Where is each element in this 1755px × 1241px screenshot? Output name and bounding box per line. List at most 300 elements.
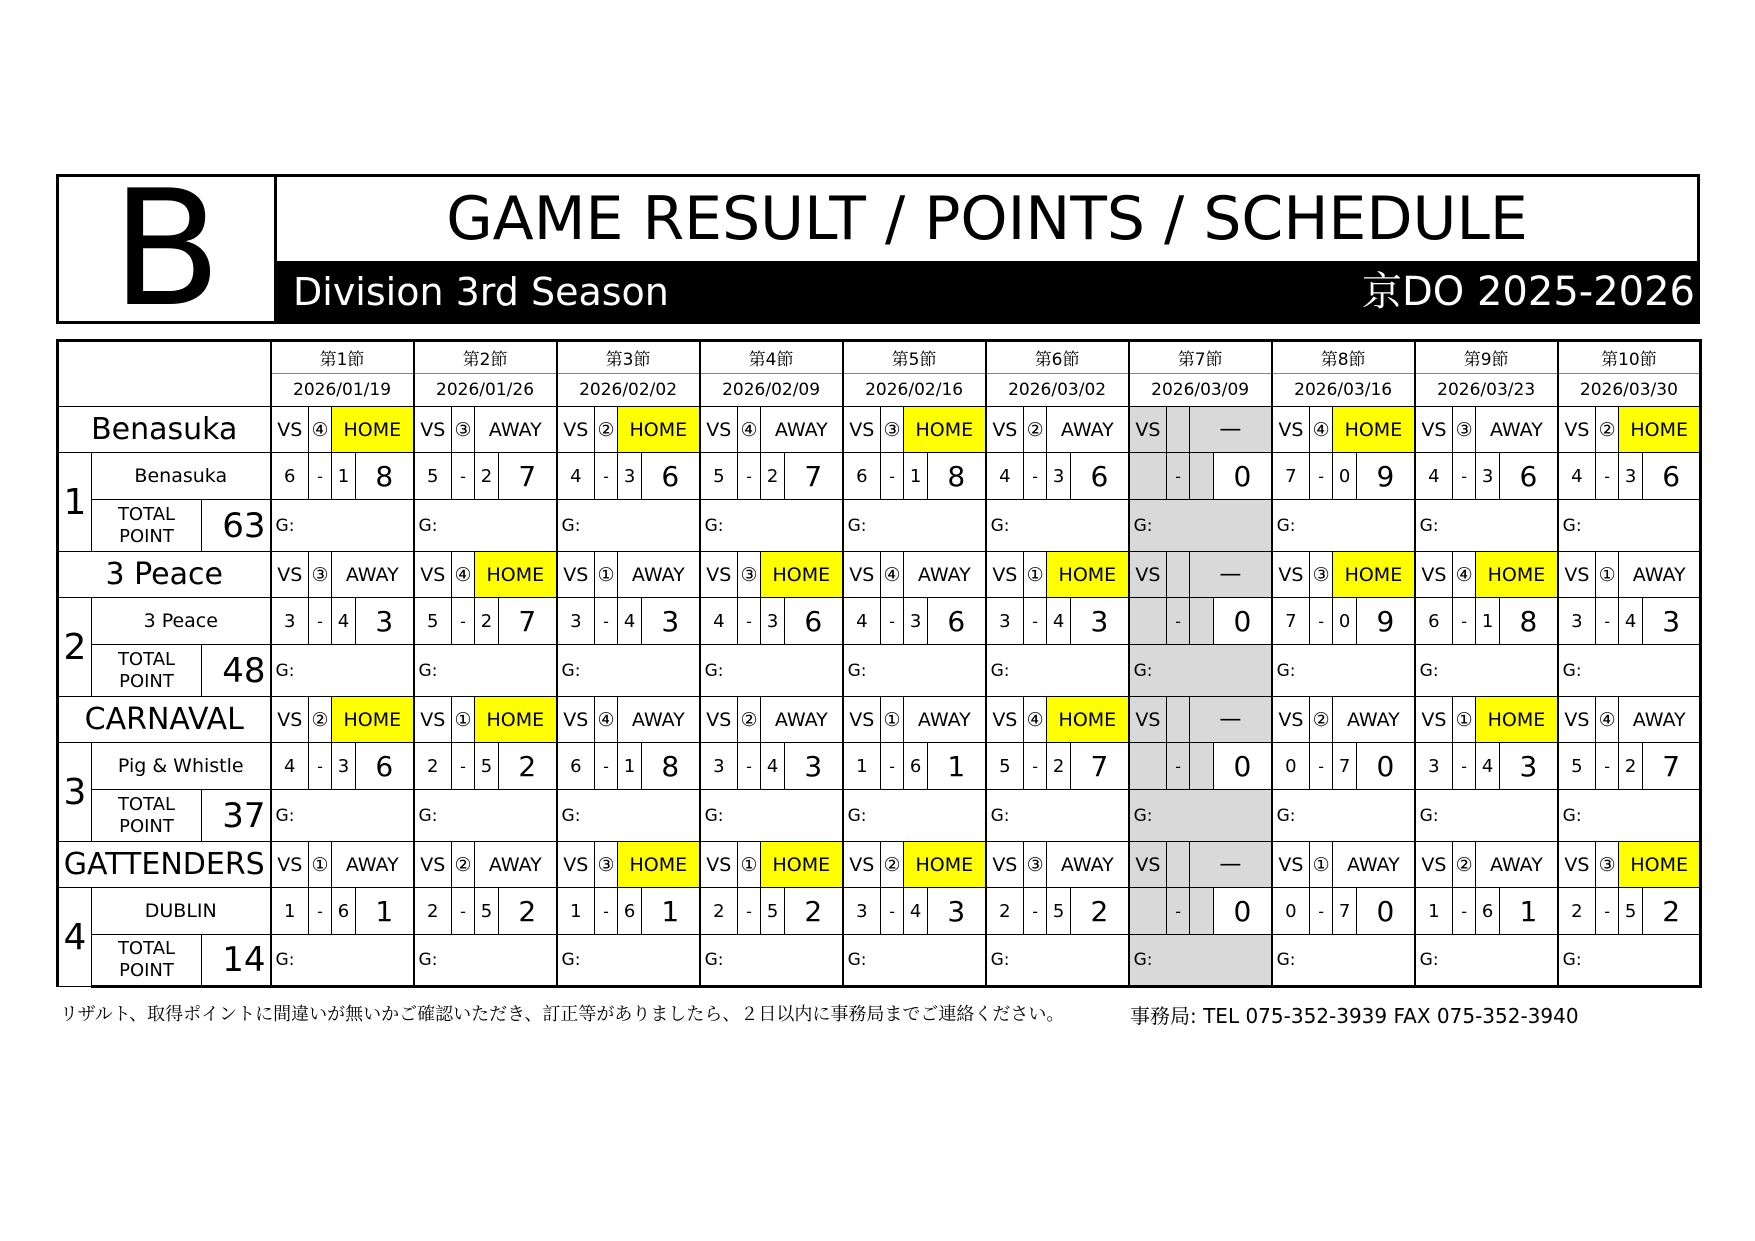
team-rank: 1 [58,453,92,552]
match-points: 1 [1500,888,1558,935]
opponent-number: ③ [881,407,904,453]
opponent-number: ④ [1596,697,1619,743]
score-b: 7 [1333,743,1357,790]
season-label: Division 3rd Season [293,270,669,314]
away-label: AWAY [1047,407,1129,453]
score-a: 4 [1558,453,1596,500]
vs-label: VS [1558,552,1596,598]
opponent-number: ③ [1024,842,1047,888]
score-b: 3 [1476,453,1500,500]
score-dash: - [738,888,761,935]
score-b: 3 [904,598,928,645]
score-b: 5 [1047,888,1071,935]
score-a: 2 [700,888,738,935]
score-a: 3 [700,743,738,790]
score-b: 0 [1333,453,1357,500]
opponent-number: ③ [452,407,475,453]
score-dash: - [1167,453,1190,500]
vs-label: VS [1415,697,1453,743]
home-badge: HOME [1333,552,1415,598]
vs-label: VS [700,552,738,598]
total-label-line2: POINT [119,670,174,692]
round-name: 第7節 [1129,341,1272,374]
match-points: 8 [928,453,986,500]
header [56,155,1700,342]
away-label: AWAY [332,552,414,598]
team-rank: 3 [58,743,92,842]
game-note: G: [271,790,414,842]
corner-cell [58,341,271,407]
game-note: G: [1415,645,1558,697]
opponent-number: ④ [595,697,618,743]
match-points: 8 [1500,598,1558,645]
opponent-number: ② [738,697,761,743]
game-note: G: [1558,790,1701,842]
game-note: G: [557,645,700,697]
away-label: AWAY [1476,842,1558,888]
score-a: 6 [271,453,309,500]
score-a: 7 [1272,598,1310,645]
match-points: 9 [1357,453,1415,500]
match-points: 2 [499,743,557,790]
vs-label: VS [843,552,881,598]
score-b: 3 [618,453,642,500]
total-point-label [92,500,202,552]
vs-label: VS [557,407,595,453]
vs-label: VS [557,842,595,888]
score-dash: - [881,453,904,500]
game-note: G: [1129,645,1272,697]
game-note: G: [843,935,986,987]
opponent-number: ② [881,842,904,888]
round-name: 第4節 [700,341,843,374]
results-table [56,339,1702,988]
score-dash: - [1453,743,1476,790]
opponent-number: ① [1453,697,1476,743]
score-a: 4 [557,453,595,500]
home-badge: HOME [904,842,986,888]
round-name: 第8節 [1272,341,1415,374]
match-points: 1 [356,888,414,935]
game-note: G: [1272,500,1415,552]
vs-label: VS [271,407,309,453]
match-points: 7 [1071,743,1129,790]
score-dash: - [309,598,332,645]
score-dash: - [738,743,761,790]
opponent-number: ④ [738,407,761,453]
match-points: 6 [928,598,986,645]
score-b: 3 [761,598,785,645]
score-b: 4 [618,598,642,645]
score-dash: - [1596,888,1619,935]
score-dash: - [1310,453,1333,500]
opponent-number: ① [452,697,475,743]
match-points: 0 [1357,888,1415,935]
org-label: 京DO 2025-2026 [1361,269,1695,315]
opponent-number: ④ [452,552,475,598]
game-note: G: [414,645,557,697]
opponent-number: ② [309,697,332,743]
game-note: G: [271,645,414,697]
match-points: 2 [1071,888,1129,935]
match-points: 6 [642,453,700,500]
vs-label: VS [414,697,452,743]
opponent-number: ① [309,842,332,888]
round-name: 第9節 [1415,341,1558,374]
score-a: 3 [557,598,595,645]
score-b: 1 [618,743,642,790]
total-point-label [92,935,202,987]
score-a [1129,888,1167,935]
division-letter: B [59,177,277,321]
home-badge: HOME [332,697,414,743]
match-points: 3 [785,743,843,790]
round-date: 2026/01/19 [271,374,414,407]
team-name: 3 Peace [58,552,271,598]
home-badge: HOME [1619,407,1701,453]
vs-label: VS [1558,842,1596,888]
score-b: 5 [1619,888,1643,935]
score-dash: - [452,888,475,935]
opponent-number: ③ [1453,407,1476,453]
score-dash: - [1596,453,1619,500]
score-dash: - [1453,453,1476,500]
away-label: AWAY [1476,407,1558,453]
score-dash: - [452,598,475,645]
score-dash: - [1024,743,1047,790]
game-note: G: [1272,790,1415,842]
score-b: 2 [761,453,785,500]
score-b [1190,743,1214,790]
score-a [1129,453,1167,500]
team-name: CARNAVAL [58,697,271,743]
score-b: 6 [618,888,642,935]
score-b: 2 [475,453,499,500]
home-badge: HOME [1476,697,1558,743]
vs-label: VS [986,552,1024,598]
score-dash: - [1024,453,1047,500]
home-badge: HOME [618,407,700,453]
opponent-number: ④ [1310,407,1333,453]
game-note: G: [414,790,557,842]
opponent-number: ② [452,842,475,888]
match-points: 7 [785,453,843,500]
game-note: G: [1129,935,1272,987]
score-a: 3 [986,598,1024,645]
score-dash: - [595,743,618,790]
score-dash: - [309,743,332,790]
score-a: 3 [271,598,309,645]
score-dash: - [1596,743,1619,790]
vs-label: VS [700,842,738,888]
score-dash: - [1310,888,1333,935]
game-note: G: [1415,790,1558,842]
match-points: 8 [642,743,700,790]
game-note: G: [1129,790,1272,842]
team-rank: 2 [58,598,92,697]
vs-label: VS [1129,697,1167,743]
match-points: 7 [1643,743,1701,790]
vs-label: VS [986,697,1024,743]
total-point-value: 14 [202,935,271,987]
footer-note: リザルト、取得ポイントに間違いが無いかご確認いただき、訂正等がありましたら、２日以内に事務局までご連絡ください。 [60,1004,1065,1025]
score-b: 4 [904,888,928,935]
vs-label: VS [1272,552,1310,598]
score-a: 2 [1558,888,1596,935]
score-a: 0 [1272,743,1310,790]
score-a: 4 [700,598,738,645]
match-points: 1 [642,888,700,935]
round-date: 2026/03/30 [1558,374,1701,407]
score-dash: - [452,453,475,500]
page-title: GAME RESULT / POINTS / SCHEDULE [446,184,1528,254]
home-badge: HOME [761,842,843,888]
game-note: G: [986,645,1129,697]
game-note: G: [1558,645,1701,697]
score-b: 5 [761,888,785,935]
vs-label: VS [1558,697,1596,743]
vs-label: VS [700,407,738,453]
score-b: 3 [1047,453,1071,500]
away-label: AWAY [1619,552,1701,598]
score-dash: - [595,453,618,500]
score-b: 3 [332,743,356,790]
score-a: 5 [986,743,1024,790]
match-points: 3 [642,598,700,645]
score-dash: - [452,743,475,790]
vs-label: VS [271,552,309,598]
score-a: 1 [1415,888,1453,935]
round-date: 2026/03/16 [1272,374,1415,407]
home-badge: HOME [1047,697,1129,743]
match-points: 2 [785,888,843,935]
score-a [1129,598,1167,645]
score-dash: - [881,598,904,645]
away-label: AWAY [332,842,414,888]
vs-label: VS [1272,697,1310,743]
team-name: GATTENDERS [58,842,271,888]
total-point-label [92,790,202,842]
total-label-line2: POINT [119,960,174,981]
opponent-number: ② [595,407,618,453]
total-label-line1: TOTAL [117,648,176,670]
game-note: G: [1558,935,1701,987]
vs-label: VS [986,842,1024,888]
score-a: 0 [1272,888,1310,935]
vs-label: VS [1415,842,1453,888]
round-name: 第3節 [557,341,700,374]
bye-marker: — [1190,842,1272,888]
score-a: 1 [843,743,881,790]
score-dash: - [1167,598,1190,645]
game-note: G: [1272,935,1415,987]
game-note: G: [1272,645,1415,697]
vs-label: VS [1129,552,1167,598]
match-points: 7 [499,453,557,500]
score-dash: - [1167,888,1190,935]
score-a: 6 [1415,598,1453,645]
home-badge: HOME [904,407,986,453]
score-dash: - [881,743,904,790]
venue-name: 3 Peace [92,598,271,645]
round-date: 2026/03/23 [1415,374,1558,407]
game-note: G: [700,500,843,552]
opponent-number: ② [1596,407,1619,453]
score-a: 7 [1272,453,1310,500]
bye-blank [1167,552,1190,598]
score-dash: - [881,888,904,935]
opponent-number: ① [1596,552,1619,598]
score-a: 5 [1558,743,1596,790]
score-b: 0 [1333,598,1357,645]
match-points: 2 [499,888,557,935]
opponent-number: ② [1024,407,1047,453]
total-label-line2: POINT [119,815,174,837]
game-note: G: [1558,500,1701,552]
match-points: 0 [1214,598,1272,645]
round-date: 2026/02/02 [557,374,700,407]
score-a: 3 [843,888,881,935]
team-name: Benasuka [58,407,271,453]
match-points: 6 [1643,453,1701,500]
game-note: G: [1129,500,1272,552]
away-label: AWAY [761,407,843,453]
bye-marker: — [1190,407,1272,453]
score-b: 4 [1619,598,1643,645]
vs-label: VS [1129,407,1167,453]
score-b: 4 [1476,743,1500,790]
score-b: 2 [1047,743,1071,790]
score-b: 4 [332,598,356,645]
game-note: G: [271,500,414,552]
away-label: AWAY [761,697,843,743]
match-points: 6 [356,743,414,790]
score-b: 4 [1047,598,1071,645]
score-dash: - [738,598,761,645]
bye-blank [1167,407,1190,453]
round-date: 2026/03/02 [986,374,1129,407]
score-a: 6 [843,453,881,500]
score-dash: - [1453,598,1476,645]
score-a [1129,743,1167,790]
vs-label: VS [271,697,309,743]
home-badge: HOME [475,697,557,743]
match-points: 7 [499,598,557,645]
opponent-number: ③ [595,842,618,888]
vs-label: VS [1272,842,1310,888]
vs-label: VS [1415,552,1453,598]
score-b: 1 [904,453,928,500]
opponent-number: ② [1453,842,1476,888]
round-name: 第5節 [843,341,986,374]
match-points: 1 [928,743,986,790]
opponent-number: ④ [309,407,332,453]
score-dash: - [1596,598,1619,645]
score-b: 2 [475,598,499,645]
total-label-line1: TOTAL [117,938,176,959]
subtitle-bar [277,261,1697,321]
score-a: 2 [414,888,452,935]
score-b [1190,453,1214,500]
score-b [1190,598,1214,645]
match-points: 6 [785,598,843,645]
vs-label: VS [414,407,452,453]
game-note: G: [843,500,986,552]
opponent-number: ① [1024,552,1047,598]
venue-name: DUBLIN [92,888,271,935]
game-note: G: [986,935,1129,987]
score-b: 6 [1476,888,1500,935]
vs-label: VS [1272,407,1310,453]
total-label-line1: TOTAL [117,503,176,525]
score-b: 5 [475,888,499,935]
away-label: AWAY [1333,842,1415,888]
score-b: 6 [904,743,928,790]
opponent-number: ① [738,842,761,888]
score-a: 4 [986,453,1024,500]
bye-marker: — [1190,697,1272,743]
score-a: 5 [414,453,452,500]
away-label: AWAY [904,552,986,598]
score-b: 1 [1476,598,1500,645]
total-label-line2: POINT [119,525,174,547]
score-a: 4 [1415,453,1453,500]
vs-label: VS [557,552,595,598]
match-points: 0 [1357,743,1415,790]
score-dash: - [1024,598,1047,645]
score-a: 2 [414,743,452,790]
away-label: AWAY [618,697,700,743]
game-note: G: [700,790,843,842]
home-badge: HOME [1619,842,1701,888]
score-b: 5 [475,743,499,790]
score-dash: - [595,888,618,935]
vs-label: VS [843,407,881,453]
match-points: 3 [1500,743,1558,790]
total-point-value: 37 [202,790,271,842]
vs-label: VS [414,552,452,598]
round-date: 2026/01/26 [414,374,557,407]
score-b: 3 [1619,453,1643,500]
game-note: G: [843,645,986,697]
score-dash: - [309,453,332,500]
opponent-number: ④ [1453,552,1476,598]
vs-label: VS [271,842,309,888]
match-points: 6 [1071,453,1129,500]
opponent-number: ① [595,552,618,598]
match-points: 2 [1643,888,1701,935]
team-rank: 4 [58,888,92,987]
opponent-number: ④ [881,552,904,598]
score-a: 3 [1558,598,1596,645]
opponent-number: ② [1310,697,1333,743]
vs-label: VS [1129,842,1167,888]
game-note: G: [843,790,986,842]
score-dash: - [1453,888,1476,935]
score-b: 6 [332,888,356,935]
vs-label: VS [414,842,452,888]
round-name: 第2節 [414,341,557,374]
score-b: 4 [761,743,785,790]
score-dash: - [1310,598,1333,645]
vs-label: VS [700,697,738,743]
bye-blank [1167,697,1190,743]
score-a: 2 [986,888,1024,935]
home-badge: HOME [1476,552,1558,598]
round-name: 第1節 [271,341,414,374]
match-points: 3 [1643,598,1701,645]
match-points: 0 [1214,453,1272,500]
